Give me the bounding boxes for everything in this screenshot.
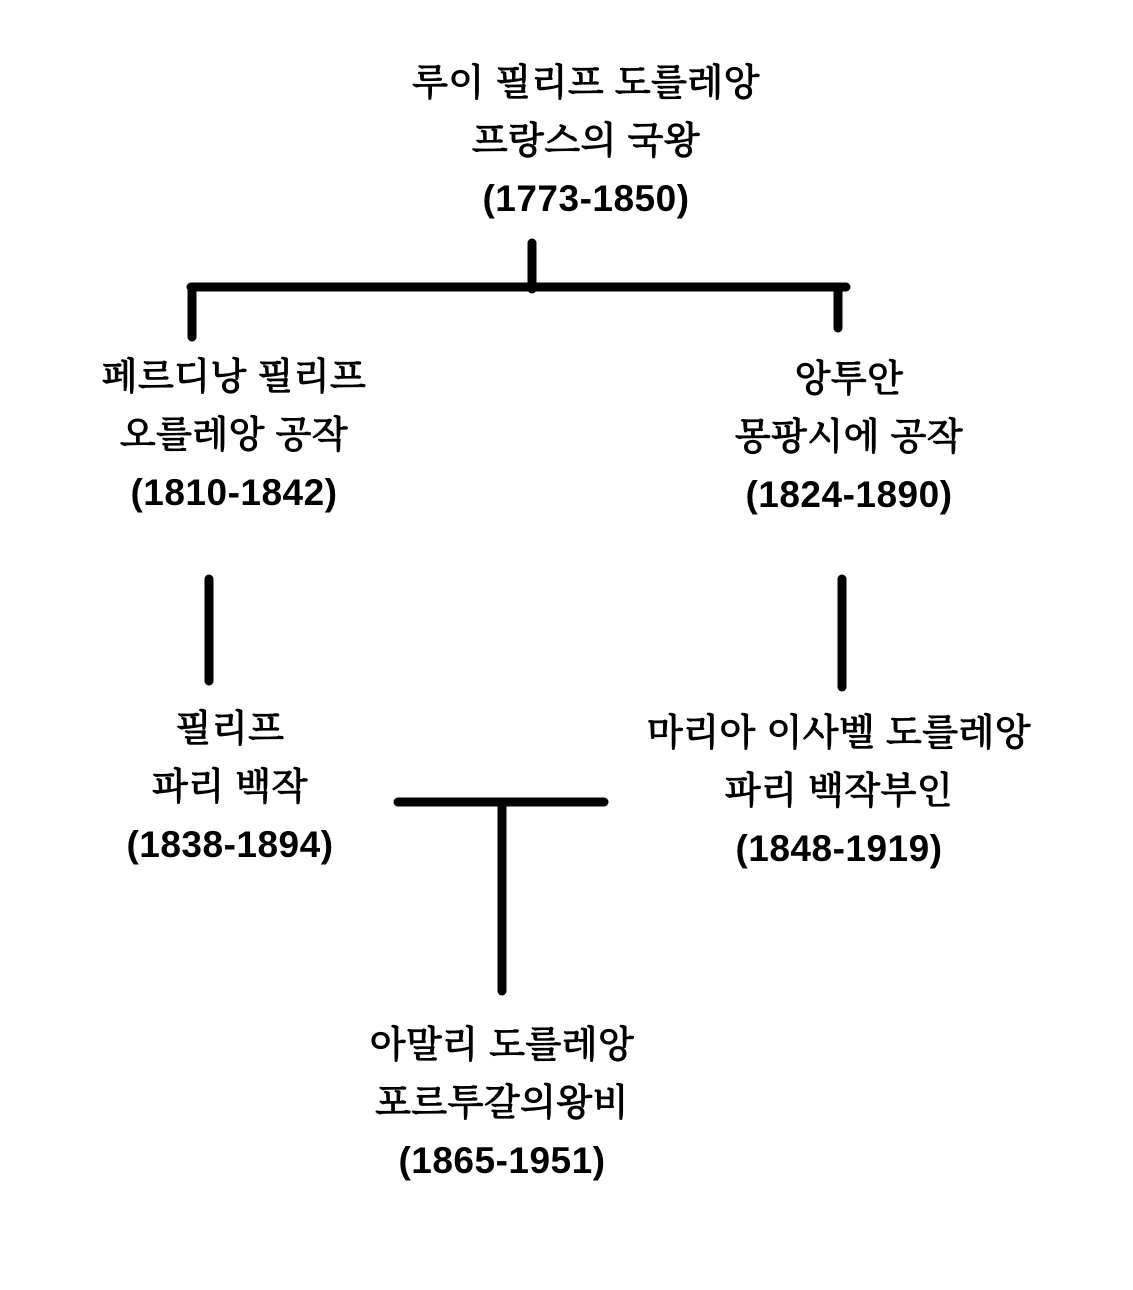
- person-name: 필리프: [175, 708, 285, 749]
- person-years: (1773-1850): [482, 178, 690, 219]
- node-amelie: [370, 1016, 634, 1190]
- node-antoine: [735, 350, 963, 524]
- person-name: 앙투안: [794, 358, 904, 399]
- node-ferdinand-philippe: [102, 348, 366, 522]
- person-title: 프랑스의 국왕: [471, 120, 701, 161]
- person-name: 아말리 도를레앙: [369, 1024, 635, 1065]
- person-title: 파리 백작: [152, 766, 308, 807]
- person-years: (1865-1951): [398, 1140, 606, 1181]
- person-title: 파리 백작부인: [724, 770, 954, 811]
- person-name: 페르디낭 필리프: [101, 356, 367, 397]
- person-years: (1848-1919): [735, 828, 943, 869]
- node-louis-philippe: [412, 54, 760, 228]
- person-name: 마리아 이사벨 도를레앙: [647, 712, 1031, 753]
- person-years: (1838-1894): [126, 824, 334, 865]
- person-years: (1810-1842): [130, 472, 338, 513]
- person-title: 오를레앙 공작: [119, 414, 349, 455]
- person-years: (1824-1890): [745, 474, 953, 515]
- node-philippe: [126, 700, 333, 874]
- person-name: 루이 필리프 도를레앙: [412, 62, 760, 103]
- person-title: 포르투갈의왕비: [375, 1082, 629, 1123]
- node-maria-isabel: [647, 704, 1031, 878]
- person-title: 몽팡시에 공작: [734, 416, 964, 457]
